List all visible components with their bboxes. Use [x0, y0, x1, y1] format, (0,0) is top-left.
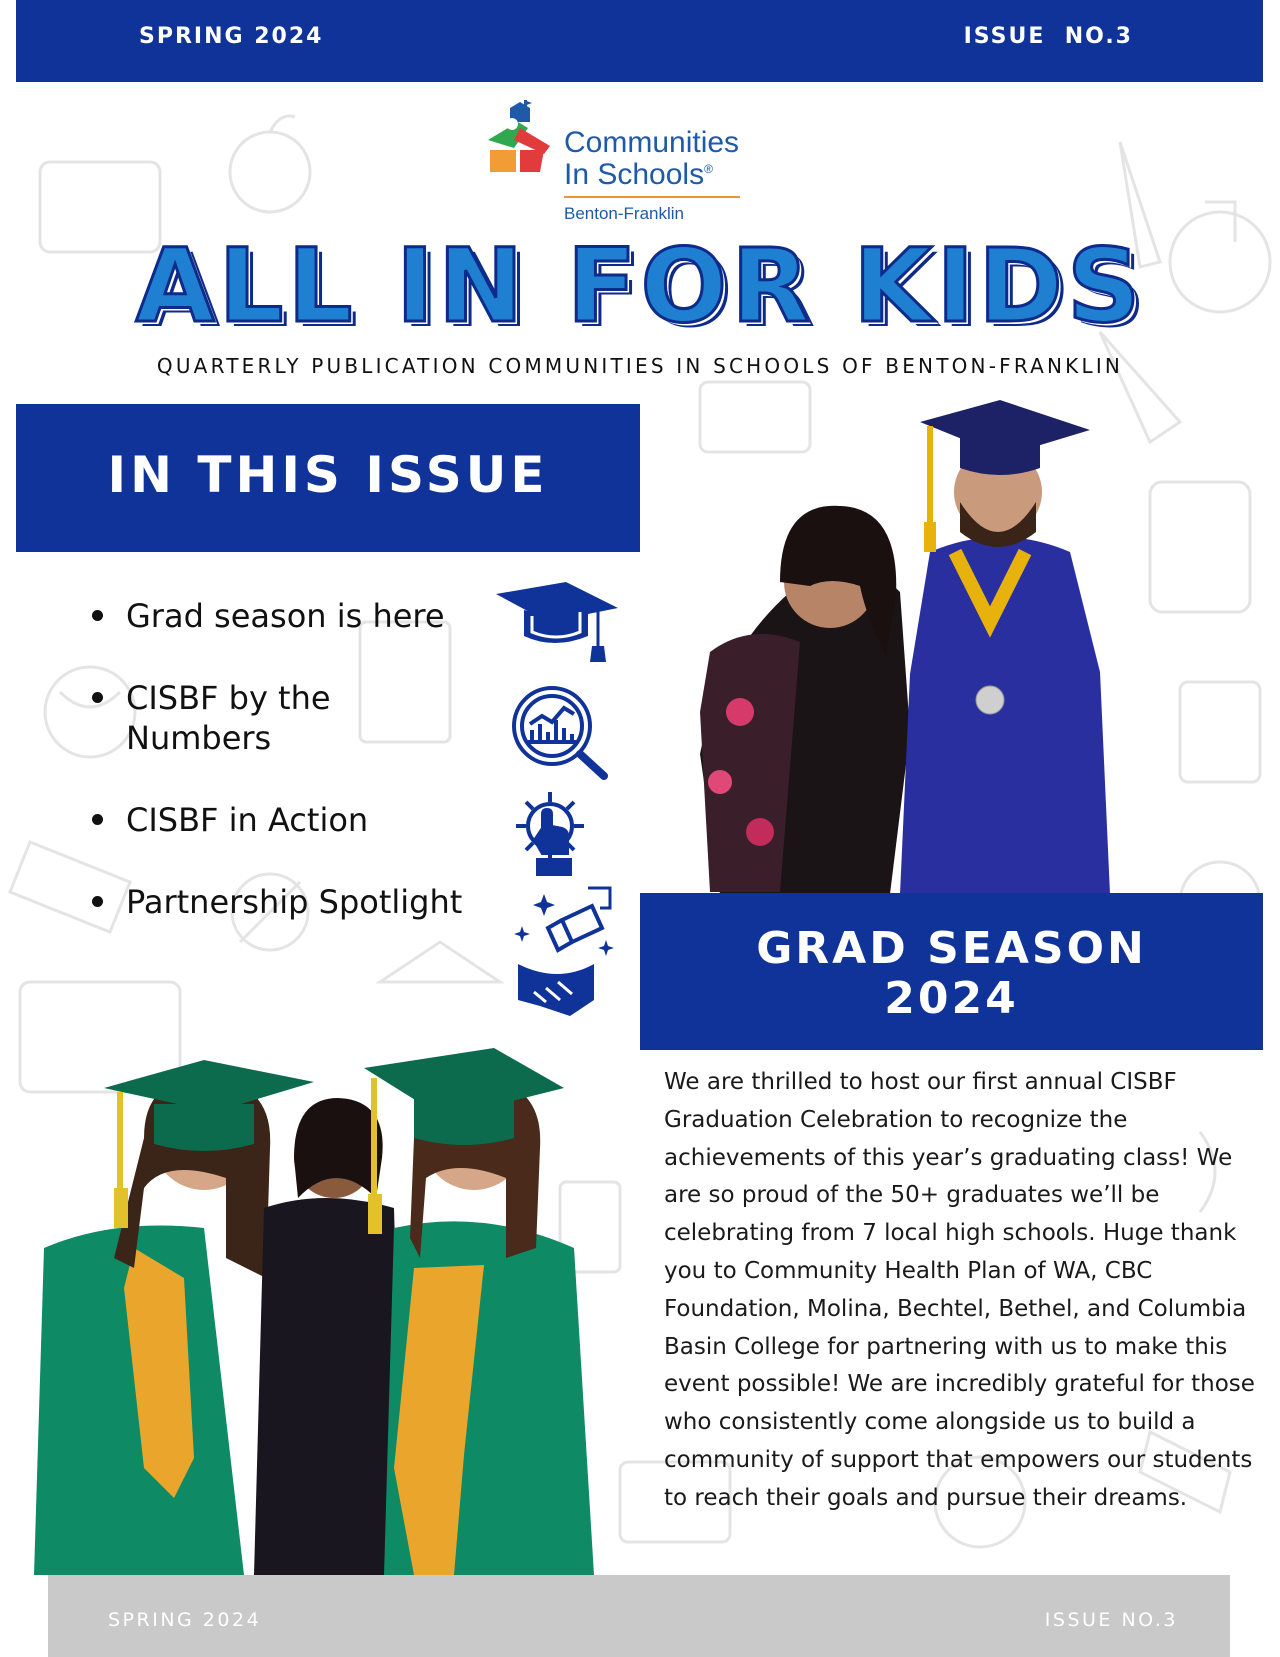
- top-banner: [16, 0, 1263, 82]
- footer-issue: ISSUE NO.3: [1044, 1609, 1178, 1631]
- grad-photo-navy-gown: [680, 382, 1180, 894]
- graduation-cap-icon: [494, 580, 620, 668]
- toc-item-label: Partnership Spotlight: [126, 883, 463, 921]
- bullet: [92, 896, 103, 907]
- grad-photo-green-gowns: [34, 1048, 614, 1575]
- analytics-magnifier-icon: [510, 684, 610, 780]
- grad-season-body: We are thrilled to host our first annual CISBF Graduation Celebration to recognize the achievements of this year’s graduating class! We are so proud of the 50+ graduates we’ll be celebrating from 7 local high schools. Huge thank you to Community Health Plan of WA, CBC Foundation, Molina, Bechtel, Bethel, and Columbia Basin College for partnering with us to make this event possible! We are incredibly grateful for those who consistently come alongside us to build a community of support that empowers our students to reach their goals and pursue their dreams.: [664, 1069, 1255, 1511]
- in-this-issue-title: IN THIS ISSUE: [107, 446, 549, 504]
- header-issue: ISSUE NO.3: [963, 24, 1133, 49]
- in-this-issue-banner: [16, 404, 640, 552]
- logo-chapter: Benton-Franklin: [564, 204, 685, 223]
- logo-line2: In Schools®: [564, 158, 713, 191]
- logo-line2-text: In Schools: [564, 158, 705, 191]
- logo-divider: [564, 196, 740, 198]
- subheadline: QUARTERLY PUBLICATION COMMUNITIES IN SCHOOLS OF BENTON-FRANKLIN: [156, 354, 1124, 378]
- grad-season-banner: [640, 893, 1263, 1050]
- bullet: [92, 814, 103, 825]
- headline: ALL IN FOR KIDS: [135, 227, 1145, 346]
- logo-line1: Communities: [564, 126, 740, 159]
- bullet: [92, 692, 103, 703]
- grad-season-title: GRAD SEASON: [756, 923, 1147, 974]
- spotlight-handshake-icon: [514, 884, 624, 1024]
- schoolhouse-logo-icon: [480, 100, 562, 190]
- toc-item-label: CISBF in Action: [126, 801, 369, 839]
- communities-in-schools-logo: [480, 100, 780, 230]
- footer-bar: [48, 1575, 1230, 1657]
- grad-season-year: 2024: [884, 973, 1019, 1024]
- header-season: SPRING 2024: [139, 24, 324, 49]
- toc-item-label: Grad season is here: [126, 597, 445, 635]
- gear-hand-icon: [512, 788, 592, 884]
- bullet: [92, 610, 103, 621]
- toc-item-label: CISBF by the Numbers: [126, 679, 331, 757]
- footer-season: SPRING 2024: [108, 1609, 262, 1631]
